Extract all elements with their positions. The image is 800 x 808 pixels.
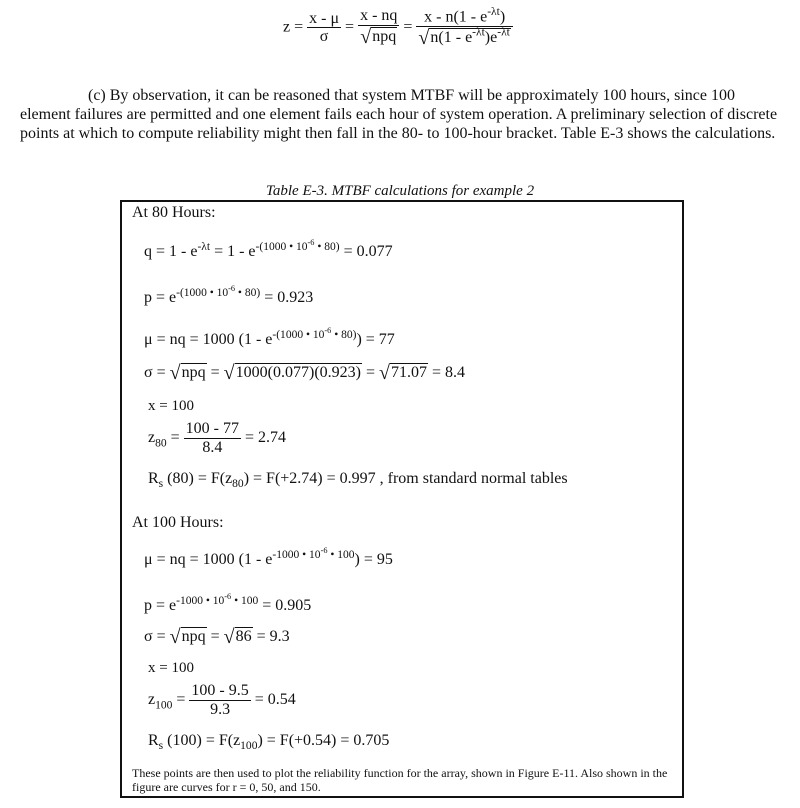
fraction-binomial-normal: $\frac{x - n(1 - e^{-\lambda t})}{√n(1 - e^{-\lambda t})e^{-\lambda t}}$ (416, 6, 512, 50)
formula-lhs: z = (283, 18, 304, 36)
equation-p-80: $p = e^{-(1000 • 10^{-6} • 80)} = 0.923$ (144, 284, 314, 307)
body-paragraph: (c) By observation, it can be reasoned that system MTBF will be approximately 100 hours, since 100 element failures are permitted and one element fails each hour of system operation. A preliminary selection of discrete points at which to compute reliability might then fall in the 80- to 100-hour bracket. Table E-3 shows the calculations. (20, 87, 778, 142)
sqrt-symbol: $√n(1 - e^{-\lambda t})e^{-\lambda t}$ (418, 26, 510, 50)
equation-x-80: x = 100 (148, 398, 194, 414)
equation-z-80: $z_{80}$ = $\frac{100 - 77}{8.4}$ = 2.74 (148, 420, 287, 456)
equation-mu-100: μ = nq = 1000 $(1 - e^{-1000 • 10^{-6} • 100}) = 95$ (144, 546, 393, 569)
equation-q-80: $q = 1 - e^{-\lambda t} = 1 - e^{-(1000 • 10^{-6} • 80)} = 0.077$ (144, 238, 393, 261)
equation-sigma-80: σ = √npq = √1000(0.077)(0.923) = √71.07 = 8.4 (144, 362, 466, 384)
equation-sigma-100: σ = √npq = √86 = 9.3 (144, 626, 290, 648)
sqrt-symbol: √npq (169, 626, 206, 648)
section-80-heading: At 80 Hours: (132, 204, 216, 221)
section-100-heading: At 100 Hours: (132, 514, 224, 531)
table-footnote: These points are then used to plot the reliability function for the array, shown in Figure E-11. Also shown in the figure are curves for r = 0, 50, and 150. (132, 766, 668, 794)
table-caption: Table E-3. MTBF calculations for example 2 (265, 183, 535, 199)
equation-reliability-80: $R_s$ $(80) = F(z_{80}) = F(+2.74) = 0.997$ , from standard normal tables (148, 470, 568, 491)
sqrt-symbol: √npq (169, 362, 206, 384)
top-formula: z = $\frac{x - \mu}{\sigma}$ = $\frac{x - nq}{\text{√npq}}$ = $\frac{x - n(1 - e^{-\lambda t})}{√n(1 - e^{-\lambda t})e^{-\lambda t}}$ (283, 6, 513, 50)
equation-p-100: $p = e^{-1000 • 10^{-6} • 100} = 0.905$ (144, 592, 312, 615)
equation-mu-80: μ = nq = 1000 $(1 - e^{-(1000 • 10^{-6} • 80)}) = 77$ (144, 326, 395, 349)
sqrt-symbol: √86 (223, 626, 252, 648)
fraction-x-mu-over-sigma: $\frac{x - \mu}{\sigma}$ (309, 9, 340, 46)
sqrt-symbol: √1000(0.077)(0.923) (223, 362, 361, 384)
equation-z-100: $z_{100}$ = $\frac{100 - 9.5}{9.3}$ = 0.54 (148, 682, 296, 718)
equation-x-100: x = 100 (148, 660, 194, 676)
sqrt-symbol: √npq (360, 25, 397, 48)
sqrt-symbol: √71.07 (379, 362, 427, 384)
fraction-x-nq-over-sqrt-npq: $\frac{x - nq}{\text{√npq}}$ (360, 7, 398, 48)
calculation-table (120, 200, 684, 798)
equation-reliability-100: $R_s$ $(100) = F(z_{100}) = F(+0.54) = 0.705$ (148, 732, 390, 753)
